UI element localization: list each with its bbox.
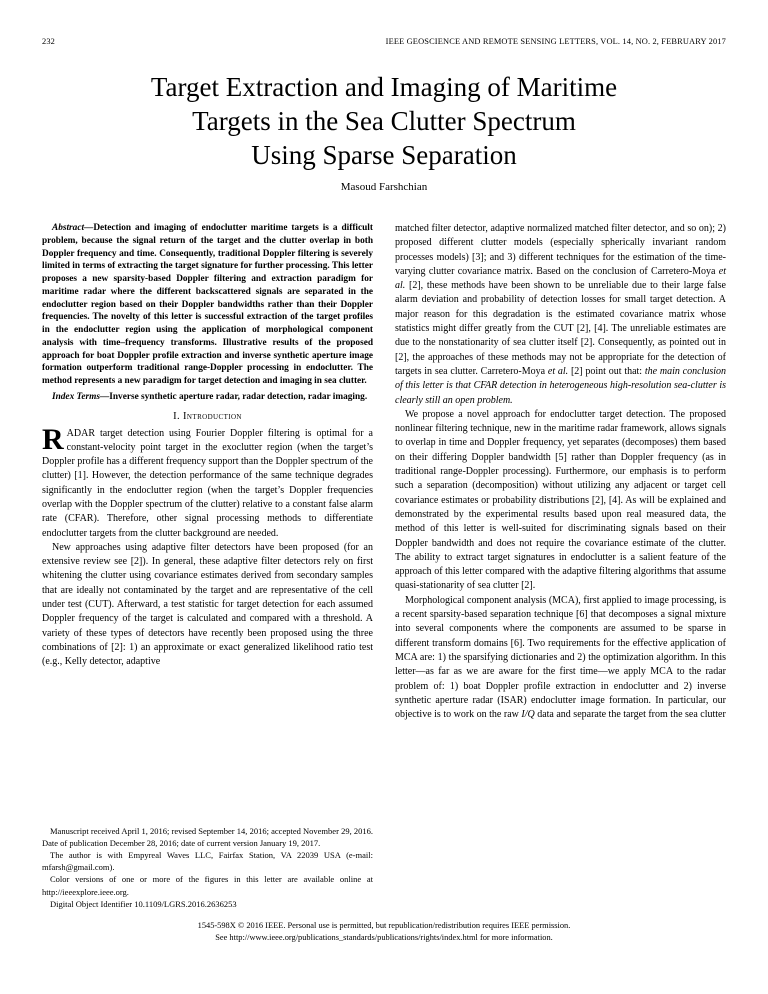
right-paragraph-2: We propose a novel approach for endoclutter target detection. The proposed nonlinear filtering technique, new in the maritime radar framework, allows signals to overlap in time and Doppler frequency, yet separates (decomposes) them based on their differing Doppler bandwidth [5] rather than Doppler frequency (as in traditional range-Doppler processing). Furthermore, our emphasis is to perform such a separation (decomposition) without utilizing any adjacent or target cell covariance estimates or probability distributions [2], [4]. As will be explained and demonstrated by the experimental results based upon real measured data, the method of this letter is well-suited for discriminating signals based on their Doppler bandwidth and does not require the covariance estimate of the clutter. The ability to extract target signatures in endoclutter is a salient feature of the approach of this letter compared with the adaptive filtering algorithms that assume quasi-stationarity of sea clutter [2]. (395, 408, 726, 592)
index-terms-text: Inverse synthetic aperture radar, radar detection, radar imaging. (109, 391, 368, 402)
author-name: Masoud Farshchian (340, 181, 428, 193)
abstract-text: Detection and imaging of endoclutter maritime targets is a difficult problem, because the signal return of the target and the clutter overlap in both Doppler frequency and time. Consequently, traditional Doppler filtering is severely limited in terms of extracting the target signature for further processing. This letter proposes a new sparsity-based Doppler filtering and extraction paradigm for maritime radar where the different backscattered signals are separated in the endoclutter region based on their Doppler bandwidths rather than their Doppler frequencies. The novelty of this letter is successful extraction of the target profiles in the endoclutter region using the application of morphological component analysis with time–frequency transforms. Illustrative results of the proposed approach for boat Doppler profile extraction and inverse synthetic aperture image formation outperform traditional range-Doppler processing in endoclutter. The method represents a new paradigm for target detection and imaging in sea clutter. (42, 223, 373, 386)
intro-paragraph-2: New approaches using adaptive filter detectors have been proposed (for an extensive review see [2]). In general, these adaptive filter detectors rely on first whitening the clutter using covariance estimates derived from secondary samples that are ideally not contaminated by the target and are representative of the cell under test (CUT). Afterward, a test statistic for target detection for each assumed Doppler frequency of the target is calculated and compared with a threshold. A variety of these types of detectors have recently been proposed using the three combinations of [2]: 1) an approximate or exact generalized likelihood ratio test (e.g., Kelly detector, adaptive (42, 541, 373, 668)
right-paragraph-1 (395, 222, 726, 408)
abstract-paragraph (42, 222, 373, 388)
et-al-citation: et al. (395, 265, 726, 292)
right-column (395, 222, 726, 910)
footnote-color-versions: Color versions of one or more of the figures in this letter are available online at http://ieeexplore.ieee.org. (42, 874, 373, 897)
right-paragraph-3-seg: data and separate the target from the sea clutter (534, 709, 726, 721)
et-al-citation: et al. (547, 365, 569, 377)
copyright-line-1: 1545-598X © 2016 IEEE. Personal use is permitted, but republication/redistribution requires IEEE permission. (197, 921, 571, 930)
iq-data-term: I/Q (521, 709, 535, 721)
section-heading-introduction: I. Introduction (173, 410, 242, 422)
intro-paragraph-1-text: ADAR target detection using Fourier Doppler filtering is optimal for a constant-velocity point target in the exoclutter region (when the target’s Doppler profile has a different frequency support than the Doppler spectrum of the clutter) [1]. However, the detection performance of the same technique degrades significantly in the endoclutter region (when the target’s Doppler frequencies overlap with the Doppler spectrum of the clutter) relative to a constant false alarm rate (CFAR). Therefore, other signal processing methods to differentiate endoclutter targets from the clutter background are needed. (42, 427, 373, 539)
right-paragraph-1-seg: [2], these methods have been shown to be unreliable due to their large false alarm deviation and probability of detection losses for small target detection. A major reason for this degradation is the estimated covariance matrix whose statistics might differ greatly from the CUT [2], [4]. The unreliable estimates are due to the nonstationarity of sea clutter itself [2]. Consequently, as pointed out in [2], the approaches of these methods may not be appropriate for the detection of targets in sea clutter. Carretero-Moya (395, 280, 726, 377)
paper-title-line-1: Target Extraction and Imaging of Maritime (150, 72, 618, 102)
abstract-label: Abstract— (52, 223, 94, 233)
two-column-body (42, 222, 726, 910)
index-terms-paragraph (42, 391, 373, 404)
right-paragraph-3 (395, 594, 726, 723)
right-paragraph-1-seg: matched filter detector, adaptive normalized matched filter detector, and so on); 2) proposed different clutter models (especially spherically invariant random processes models) [3]; and 3) different techniques for the estimation of the time-varying clutter covariance matrix. Based on the conclusion of Carretero-Moya (395, 223, 726, 277)
intro-paragraph-1 (42, 422, 373, 541)
index-terms-label: Index Terms— (52, 391, 110, 402)
running-head (42, 37, 726, 46)
copyright-footer (0, 920, 768, 944)
journal-header: IEEE GEOSCIENCE AND REMOTE SENSING LETTERS, VOL. 14, NO. 2, FEBRUARY 2017 (385, 37, 726, 46)
paper-title-line-3: Using Sparse Separation (251, 140, 517, 170)
footnote-doi: Digital Object Identifier 10.1109/LGRS.2016.2636253 (50, 898, 237, 909)
quoted-conclusion: the main conclusion of this letter is that CFAR detection in heterogeneous high-resolution sea-clutter is clearly still an open problem. (395, 365, 727, 406)
copyright-line-2: See http://www.ieee.org/publications_standards/publications/rights/index.html for more information. (215, 933, 553, 942)
right-paragraph-1-seg: [2] point out that: (568, 365, 645, 377)
left-column (42, 222, 373, 910)
footnote-author-affiliation: The author is with Empyreal Waves LLC, Fairfax Station, VA 22039 USA (e-mail: mfarsh@gmail.com). (42, 849, 373, 873)
paper-title (0, 70, 768, 172)
footnote-block (42, 825, 373, 910)
footnote-manuscript-history: Manuscript received April 1, 2016; revised September 14, 2016; accepted November 29, 2016. Date of publication December 28, 2016; date of current version January 19, 2017. (42, 825, 373, 848)
drop-cap: R (42, 422, 64, 456)
paper-title-line-2: Targets in the Sea Clutter Spectrum (192, 106, 576, 136)
page-number: 232 (42, 37, 56, 46)
right-paragraph-3-seg: Morphological component analysis (MCA), first applied to image processing, is a recent sparsity-based separation technique [6] that decomposes a signal mixture into several components where the components are assumed to be sparse in different transform domains [6]. Two requirements for the effective application of MCA are: 1) the sparsifying dictionaries and 2) the optimization algorithm. In this letter—as far as we are aware for the first time—we apply MCA to the radar problem of: 1) boat Doppler profile extraction in endoclutter and 2) inverse synthetic aperture radar (ISAR) endoclutter image formation. In particular, our objective is to work on the raw (395, 594, 726, 721)
